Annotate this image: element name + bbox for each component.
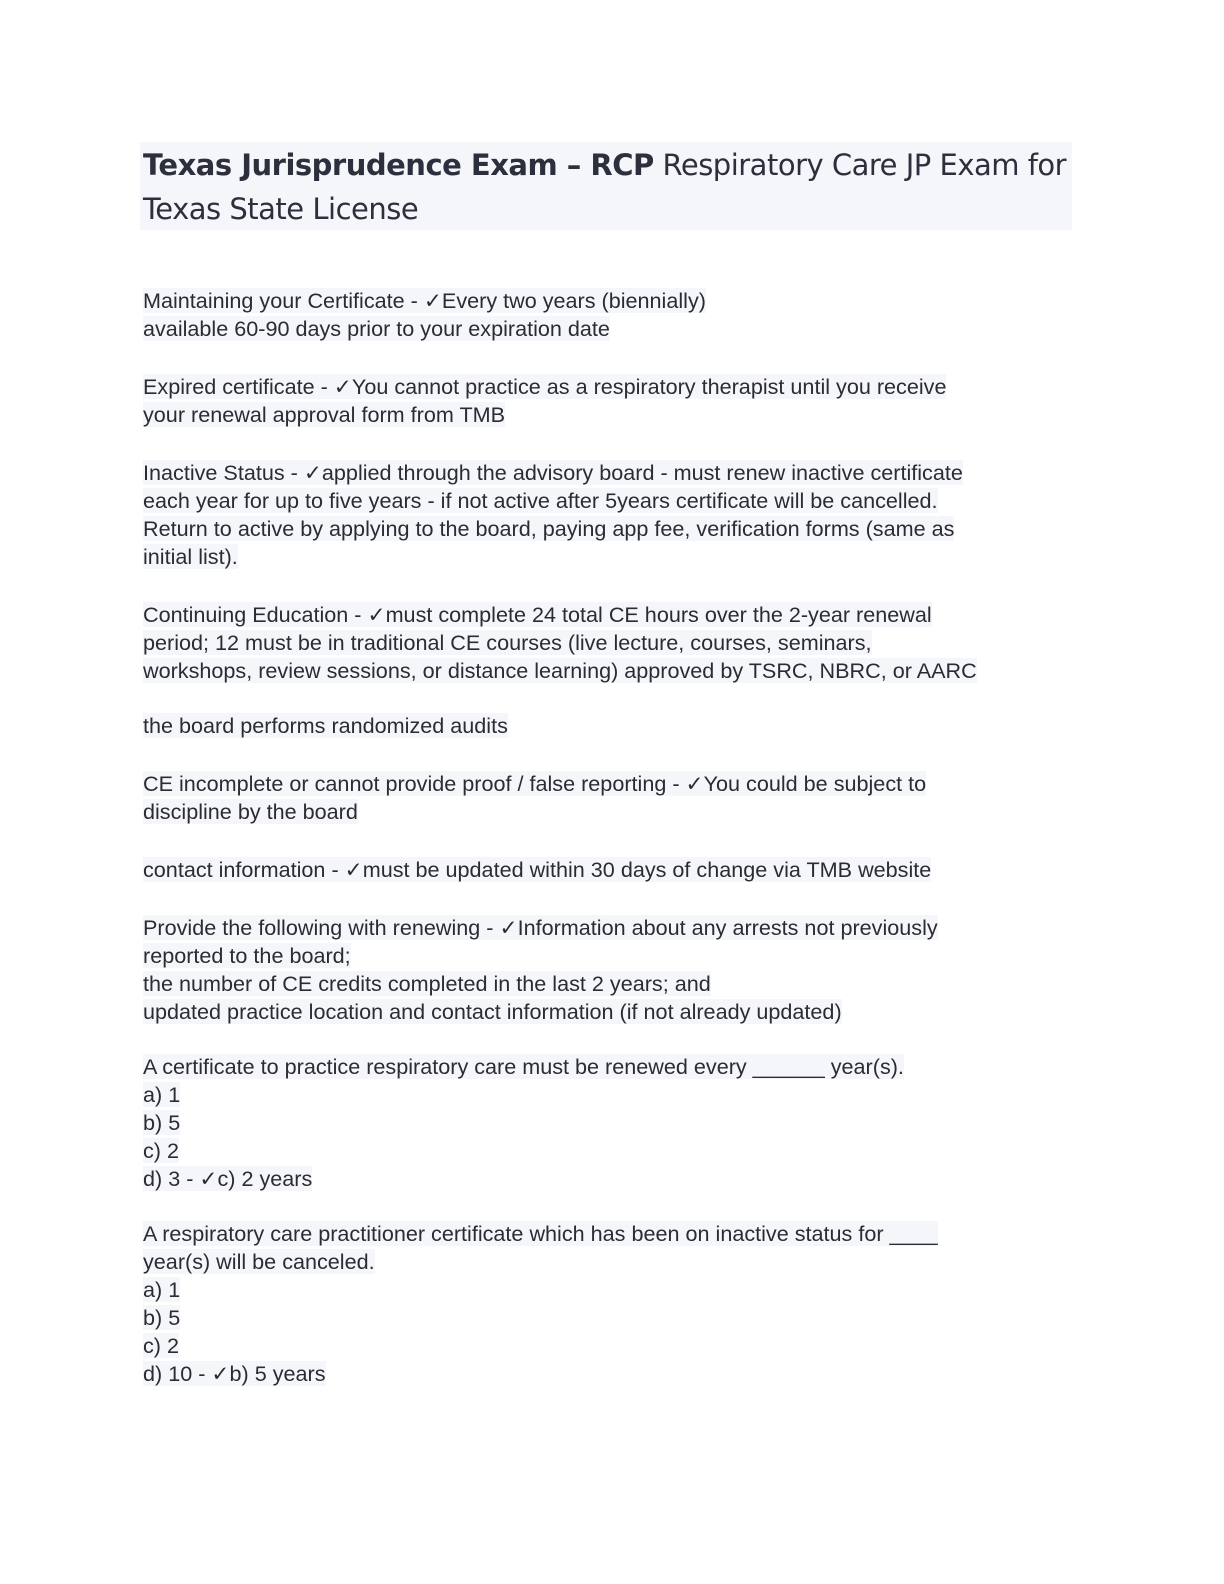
text-line: updated practice location and contact information (if not already updated) bbox=[143, 999, 842, 1024]
title-bold-part: Texas Jurisprudence Exam – RCP bbox=[143, 148, 654, 182]
question-text: A certificate to practice respiratory care must be renewed every ______ year(s). bbox=[143, 1054, 904, 1079]
text-line: Return to active by applying to the board, paying app fee, verification forms (same as bbox=[143, 516, 955, 541]
text-line: reported to the board; bbox=[143, 943, 351, 968]
answer-option: d) 10 - ✓b) 5 years bbox=[143, 1361, 326, 1386]
text-line: Provide the following with renewing - ✓Information about any arrests not previously bbox=[143, 915, 938, 940]
answer-option: b) 5 bbox=[143, 1110, 181, 1135]
question-text: A respiratory care practitioner certificate which has been on inactive status for ____ bbox=[143, 1221, 938, 1246]
text-line: workshops, review sessions, or distance learning) approved by TSRC, NBRC, or AARC bbox=[143, 658, 977, 683]
paragraph-expired-certificate bbox=[143, 373, 1083, 429]
answer-option: a) 1 bbox=[143, 1277, 181, 1302]
paragraph-maintaining-certificate bbox=[143, 287, 1083, 343]
text-line: CE incomplete or cannot provide proof / false reporting - ✓You could be subject to bbox=[143, 771, 927, 796]
text-line: available 60-90 days prior to your expiration date bbox=[143, 316, 610, 341]
answer-option: b) 5 bbox=[143, 1305, 181, 1330]
paragraph-ce-incomplete bbox=[143, 770, 1083, 826]
question-inactive-cancellation bbox=[143, 1220, 1083, 1388]
document-body bbox=[143, 287, 1083, 1388]
document-title bbox=[143, 143, 1068, 231]
text-line: your renewal approval form from TMB bbox=[143, 402, 506, 427]
paragraph-continuing-education bbox=[143, 601, 1083, 685]
question-renewal-frequency bbox=[143, 1053, 1083, 1193]
text-line: initial list). bbox=[143, 544, 238, 569]
text-line: the number of CE credits completed in the last 2 years; and bbox=[143, 971, 711, 996]
answer-option: d) 3 - ✓c) 2 years bbox=[143, 1166, 313, 1191]
text-line: contact information - ✓must be updated within 30 days of change via TMB website bbox=[143, 857, 932, 882]
paragraph-renewal-requirements bbox=[143, 914, 1083, 1026]
answer-option: c) 2 bbox=[143, 1333, 179, 1358]
answer-option: c) 2 bbox=[143, 1138, 179, 1163]
paragraph-randomized-audits bbox=[143, 712, 1083, 740]
text-line: Inactive Status - ✓applied through the advisory board - must renew inactive certificate bbox=[143, 460, 963, 485]
paragraph-contact-information bbox=[143, 856, 1083, 884]
text-line: Continuing Education - ✓must complete 24 total CE hours over the 2-year renewal bbox=[143, 602, 932, 627]
text-line: discipline by the board bbox=[143, 799, 358, 824]
title-regular-part: Respiratory Care JP Exam for Texas State License bbox=[143, 148, 1067, 226]
text-line: Maintaining your Certificate - ✓Every two years (biennially) bbox=[143, 288, 706, 313]
text-line: the board performs randomized audits bbox=[143, 713, 508, 738]
text-line: Expired certificate - ✓You cannot practice as a respiratory therapist until you receive bbox=[143, 374, 947, 399]
text-line: period; 12 must be in traditional CE courses (live lecture, courses, seminars, bbox=[143, 630, 872, 655]
question-text: year(s) will be canceled. bbox=[143, 1249, 375, 1274]
text-line: each year for up to five years - if not active after 5years certificate will be cancelled. bbox=[143, 488, 938, 513]
answer-option: a) 1 bbox=[143, 1082, 181, 1107]
paragraph-inactive-status bbox=[143, 459, 1083, 571]
